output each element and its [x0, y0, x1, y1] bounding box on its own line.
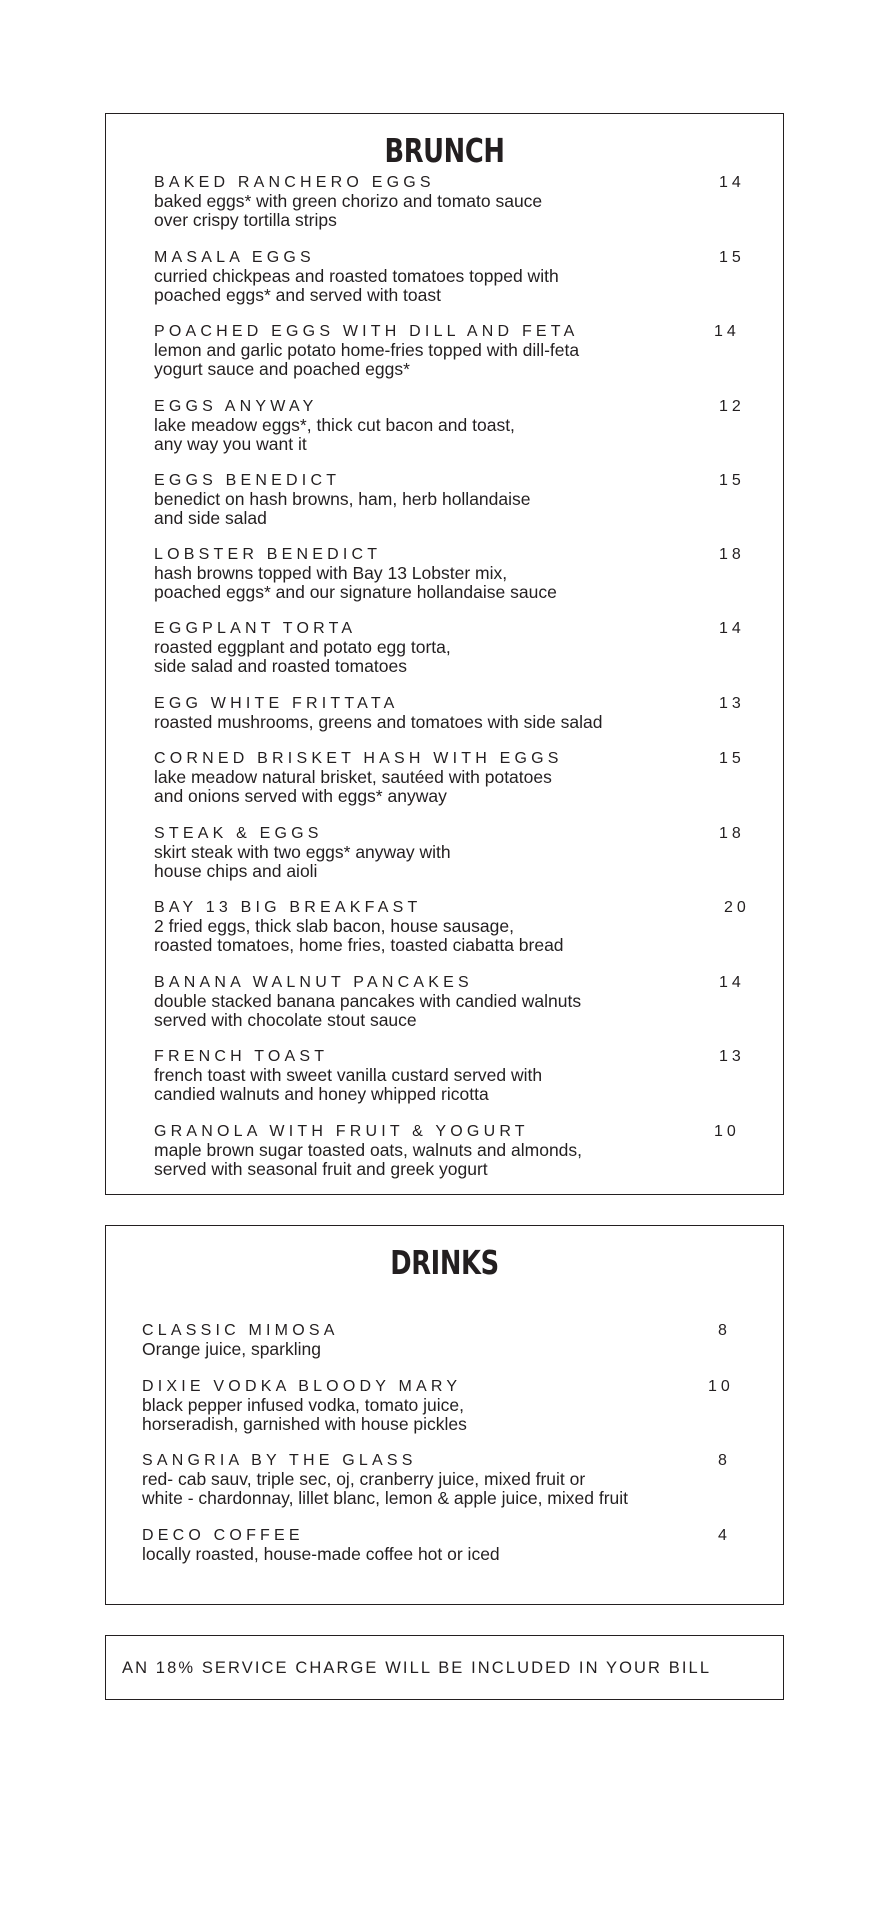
menu-item	[154, 248, 744, 305]
menu-item	[154, 471, 744, 528]
item-description: black pepper infused vodka, tomato juice, horseradish, garnished with house pickles	[142, 1395, 467, 1434]
item-name: CLASSIC MIMOSA	[142, 1322, 339, 1339]
menu-item	[142, 1526, 742, 1564]
item-description: locally roasted, house-made coffee hot or iced	[142, 1544, 500, 1564]
item-price: 14	[719, 620, 745, 637]
item-name: EGGS BENEDICT	[154, 472, 341, 489]
item-description: hash browns topped with Bay 13 Lobster mix, poached eggs* and our signature hollandaise sauce	[154, 563, 557, 602]
item-description: french toast with sweet vanilla custard served with candied walnuts and honey whipped ricotta	[154, 1065, 543, 1104]
item-name: MASALA EGGS	[154, 249, 315, 266]
item-name: POACHED EGGS WITH DILL AND FETA	[154, 323, 579, 340]
item-name: FRENCH TOAST	[154, 1048, 329, 1065]
item-name: STEAK & EGGS	[154, 825, 323, 842]
menu-item	[154, 173, 744, 230]
menu-item	[154, 898, 750, 955]
brunch-section	[105, 113, 784, 1195]
item-description: maple brown sugar toasted oats, walnuts and almonds, served with seasonal fruit and greek yogurt	[154, 1140, 583, 1179]
menu-item	[154, 1047, 744, 1104]
menu-item	[154, 694, 744, 732]
menu-item	[154, 749, 744, 806]
item-name: EGGPLANT TORTA	[154, 620, 357, 637]
menu-item	[154, 397, 744, 454]
brunch-title: BRUNCH	[384, 131, 505, 170]
drinks-title: DRINKS	[390, 1243, 499, 1282]
menu-item	[142, 1451, 742, 1508]
item-description: benedict on hash browns, ham, herb hollandaise and side salad	[154, 489, 531, 528]
menu-item	[154, 322, 744, 379]
item-description: roasted mushrooms, greens and tomatoes with side salad	[154, 712, 603, 732]
menu-item	[142, 1377, 742, 1434]
drinks-section	[105, 1225, 784, 1605]
menu-item	[154, 619, 744, 676]
item-name: CORNED BRISKET HASH WITH EGGS	[154, 750, 563, 767]
item-price: 4	[718, 1527, 731, 1544]
item-description: 2 fried eggs, thick slab bacon, house sausage, roasted tomatoes, home fries, toasted ciabatta bread	[154, 916, 564, 955]
item-price: 15	[719, 472, 745, 489]
item-description: red- cab sauv, triple sec, oj, cranberry juice, mixed fruit or white - chardonnay, lillet blanc, lemon & apple juice, mixed fruit	[142, 1469, 629, 1508]
item-description: double stacked banana pancakes with candied walnuts served with chocolate stout sauce	[154, 991, 582, 1030]
menu-item	[154, 1122, 744, 1179]
item-name: LOBSTER BENEDICT	[154, 546, 382, 563]
item-description: skirt steak with two eggs* anyway with house chips and aioli	[154, 842, 451, 881]
item-price: 14	[714, 323, 740, 340]
item-name: DIXIE VODKA BLOODY MARY	[142, 1378, 462, 1395]
item-name: EGG WHITE FRITTATA	[154, 695, 399, 712]
menu-item	[142, 1321, 742, 1359]
item-name: GRANOLA WITH FRUIT & YOGURT	[154, 1123, 529, 1140]
item-price: 14	[719, 174, 745, 191]
item-price: 15	[719, 750, 745, 767]
item-price: 13	[719, 695, 745, 712]
menu-item	[154, 545, 744, 602]
item-name: SANGRIA BY THE GLASS	[142, 1452, 417, 1469]
menu-item	[154, 973, 744, 1030]
item-price: 8	[718, 1452, 731, 1469]
item-price: 18	[719, 825, 745, 842]
item-description: lake meadow natural brisket, sautéed with potatoes and onions served with eggs* anyway	[154, 767, 552, 806]
item-name: BAY 13 BIG BREAKFAST	[154, 899, 422, 916]
item-description: Orange juice, sparkling	[142, 1339, 321, 1359]
item-name: DECO COFFEE	[142, 1527, 304, 1544]
item-description: curried chickpeas and roasted tomatoes topped with poached eggs* and served with toast	[154, 266, 559, 305]
item-price: 15	[719, 249, 745, 266]
item-name: BAKED RANCHERO EGGS	[154, 174, 435, 191]
service-charge-text: AN 18% SERVICE CHARGE WILL BE INCLUDED IN YOUR BILL	[122, 1659, 712, 1677]
service-charge-notice	[105, 1635, 784, 1700]
item-price: 10	[708, 1378, 734, 1395]
item-price: 13	[719, 1048, 745, 1065]
item-price: 20	[724, 899, 750, 916]
item-price: 12	[719, 398, 745, 415]
item-name: EGGS ANYWAY	[154, 398, 318, 415]
item-name: BANANA WALNUT PANCAKES	[154, 974, 473, 991]
item-description: lake meadow eggs*, thick cut bacon and toast, any way you want it	[154, 415, 515, 454]
item-price: 14	[719, 974, 745, 991]
menu-item	[154, 824, 744, 881]
item-description: lemon and garlic potato home-fries topped with dill-feta yogurt sauce and poached eggs*	[154, 340, 580, 379]
item-description: roasted eggplant and potato egg torta, side salad and roasted tomatoes	[154, 637, 451, 676]
item-price: 8	[718, 1322, 731, 1339]
item-price: 18	[719, 546, 745, 563]
item-description: baked eggs* with green chorizo and tomato sauce over crispy tortilla strips	[154, 191, 543, 230]
item-price: 10	[714, 1123, 740, 1140]
